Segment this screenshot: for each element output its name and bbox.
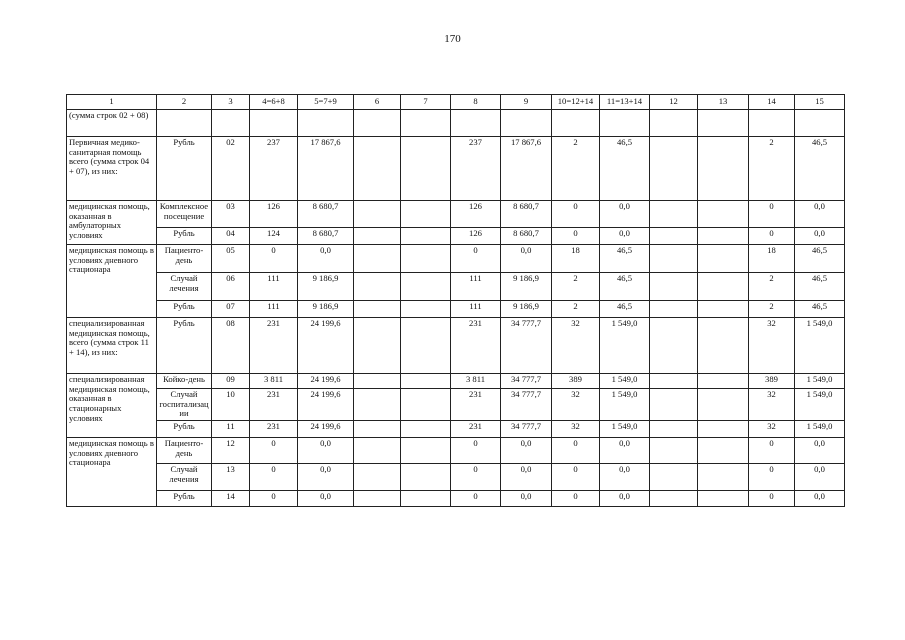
value-cell-col-15: 1 549,0 [795, 374, 845, 389]
value-cell-col-10: 389 [552, 374, 600, 389]
value-cell-col-5: 24 199,6 [298, 318, 354, 374]
value-cell-col-12 [650, 318, 698, 374]
value-cell-col-14: 2 [749, 301, 795, 318]
unit-cell: Пациенто-день [157, 245, 212, 273]
value-cell-col-12 [650, 420, 698, 437]
value-cell-col-9: 9 186,9 [501, 273, 552, 301]
value-cell-col-15: 0,0 [795, 228, 845, 245]
value-cell-col-9: 17 867,6 [501, 137, 552, 201]
value-cell-col-5: 0,0 [298, 437, 354, 463]
table-row [67, 420, 845, 437]
row-code-cell: 03 [212, 201, 250, 228]
value-cell-col-10: 32 [552, 318, 600, 374]
data-table [66, 94, 845, 507]
value-cell-col-6 [354, 301, 401, 318]
value-cell-col-11: 0,0 [600, 201, 650, 228]
unit-cell: Койко-день [157, 374, 212, 389]
value-cell-col-14: 32 [749, 318, 795, 374]
value-cell-col-8: 0 [451, 490, 501, 506]
value-cell-col-14: 0 [749, 228, 795, 245]
header-cell: 14 [749, 95, 795, 110]
value-cell-col-6 [354, 273, 401, 301]
table-row [67, 245, 845, 273]
value-cell-col-14: 2 [749, 273, 795, 301]
value-cell-col-10: 32 [552, 420, 600, 437]
header-cell: 12 [650, 95, 698, 110]
value-cell-col-12 [650, 389, 698, 421]
row-code-cell: 08 [212, 318, 250, 374]
value-cell-col-11: 0,0 [600, 437, 650, 463]
value-cell-col-15: 0,0 [795, 437, 845, 463]
table-row [67, 201, 845, 228]
value-cell-col-9: 0,0 [501, 437, 552, 463]
row-code-cell: 09 [212, 374, 250, 389]
header-cell: 5=7+9 [298, 95, 354, 110]
value-cell-col-7 [401, 110, 451, 137]
value-cell-col-8: 111 [451, 301, 501, 318]
row-name-cell: медицинская помощь в условиях дневного стационара [67, 437, 157, 506]
table-row [67, 228, 845, 245]
value-cell-col-9: 34 777,7 [501, 389, 552, 421]
unit-cell: Рубль [157, 228, 212, 245]
header-cell: 11=13+14 [600, 95, 650, 110]
header-cell: 13 [698, 95, 749, 110]
value-cell-col-11: 1 549,0 [600, 389, 650, 421]
value-cell-col-6 [354, 318, 401, 374]
row-code-cell: 10 [212, 389, 250, 421]
table-row [67, 437, 845, 463]
value-cell-col-4: 0 [250, 245, 298, 273]
value-cell-col-6 [354, 374, 401, 389]
header-cell: 6 [354, 95, 401, 110]
value-cell-col-14: 0 [749, 437, 795, 463]
value-cell-col-15: 0,0 [795, 490, 845, 506]
value-cell-col-15: 1 549,0 [795, 389, 845, 421]
value-cell-col-11: 46,5 [600, 301, 650, 318]
row-name-cell: медицинская помощь, оказанная в амбулаторных условиях [67, 201, 157, 245]
unit-cell: Случай лечения [157, 273, 212, 301]
value-cell-col-9: 34 777,7 [501, 420, 552, 437]
value-cell-col-4: 0 [250, 490, 298, 506]
value-cell-col-15: 46,5 [795, 137, 845, 201]
row-code-cell: 12 [212, 437, 250, 463]
value-cell-col-8: 231 [451, 420, 501, 437]
value-cell-col-4: 126 [250, 201, 298, 228]
value-cell-col-11: 1 549,0 [600, 374, 650, 389]
value-cell-col-8: 126 [451, 201, 501, 228]
value-cell-col-7 [401, 273, 451, 301]
header-row [67, 95, 845, 110]
value-cell-col-14: 32 [749, 389, 795, 421]
header-cell: 2 [157, 95, 212, 110]
value-cell-col-4: 231 [250, 389, 298, 421]
table-row [67, 463, 845, 490]
value-cell-col-5 [298, 110, 354, 137]
value-cell-col-7 [401, 420, 451, 437]
value-cell-col-11: 1 549,0 [600, 420, 650, 437]
row-code-cell: 11 [212, 420, 250, 437]
row-code-cell: 05 [212, 245, 250, 273]
value-cell-col-4: 124 [250, 228, 298, 245]
value-cell-col-5: 9 186,9 [298, 273, 354, 301]
unit-cell: Рубль [157, 490, 212, 506]
value-cell-col-5: 9 186,9 [298, 301, 354, 318]
value-cell-col-10: 32 [552, 389, 600, 421]
value-cell-col-11: 0,0 [600, 463, 650, 490]
row-name-cell: (сумма строк 02 + 08) [67, 110, 157, 137]
value-cell-col-12 [650, 437, 698, 463]
value-cell-col-9 [501, 110, 552, 137]
value-cell-col-13 [698, 228, 749, 245]
value-cell-col-11 [600, 110, 650, 137]
value-cell-col-14: 32 [749, 420, 795, 437]
row-name-cell: Первичная медико-санитарная помощь всего (сумма строк 04 + 07), из них: [67, 137, 157, 201]
value-cell-col-8: 237 [451, 137, 501, 201]
value-cell-col-10: 0 [552, 490, 600, 506]
value-cell-col-9: 8 680,7 [501, 228, 552, 245]
value-cell-col-5: 8 680,7 [298, 228, 354, 245]
value-cell-col-11: 46,5 [600, 273, 650, 301]
unit-cell: Случай лечения [157, 463, 212, 490]
row-code-cell: 07 [212, 301, 250, 318]
value-cell-col-13 [698, 437, 749, 463]
value-cell-col-7 [401, 137, 451, 201]
value-cell-col-9: 34 777,7 [501, 318, 552, 374]
value-cell-col-6 [354, 437, 401, 463]
value-cell-col-7 [401, 463, 451, 490]
value-cell-col-6 [354, 463, 401, 490]
value-cell-col-9: 9 186,9 [501, 301, 552, 318]
unit-cell [157, 110, 212, 137]
value-cell-col-5: 8 680,7 [298, 201, 354, 228]
value-cell-col-7 [401, 389, 451, 421]
value-cell-col-10: 0 [552, 228, 600, 245]
value-cell-col-10: 0 [552, 437, 600, 463]
table-row [67, 318, 845, 374]
value-cell-col-4: 0 [250, 463, 298, 490]
value-cell-col-13 [698, 110, 749, 137]
header-cell: 7 [401, 95, 451, 110]
value-cell-col-11: 46,5 [600, 137, 650, 201]
table-row [67, 374, 845, 389]
value-cell-col-13 [698, 137, 749, 201]
value-cell-col-5: 24 199,6 [298, 420, 354, 437]
value-cell-col-5: 0,0 [298, 245, 354, 273]
value-cell-col-9: 8 680,7 [501, 201, 552, 228]
value-cell-col-14: 2 [749, 137, 795, 201]
header-cell: 10=12+14 [552, 95, 600, 110]
value-cell-col-7 [401, 245, 451, 273]
value-cell-col-8: 0 [451, 245, 501, 273]
value-cell-col-4: 231 [250, 420, 298, 437]
value-cell-col-15: 46,5 [795, 245, 845, 273]
value-cell-col-11: 0,0 [600, 228, 650, 245]
unit-cell: Комплексное посещение [157, 201, 212, 228]
value-cell-col-7 [401, 437, 451, 463]
value-cell-col-13 [698, 420, 749, 437]
value-cell-col-15: 1 549,0 [795, 318, 845, 374]
value-cell-col-12 [650, 201, 698, 228]
value-cell-col-15: 1 549,0 [795, 420, 845, 437]
value-cell-col-13 [698, 201, 749, 228]
value-cell-col-4: 237 [250, 137, 298, 201]
table-row [67, 110, 845, 137]
value-cell-col-12 [650, 245, 698, 273]
value-cell-col-8: 111 [451, 273, 501, 301]
value-cell-col-8: 231 [451, 318, 501, 374]
value-cell-col-8: 0 [451, 463, 501, 490]
value-cell-col-15 [795, 110, 845, 137]
value-cell-col-13 [698, 245, 749, 273]
header-cell: 4=6+8 [250, 95, 298, 110]
value-cell-col-14: 0 [749, 463, 795, 490]
value-cell-col-9: 34 777,7 [501, 374, 552, 389]
value-cell-col-15: 46,5 [795, 301, 845, 318]
unit-cell: Пациенто-день [157, 437, 212, 463]
value-cell-col-6 [354, 389, 401, 421]
page-number: 170 [444, 33, 461, 45]
row-code-cell: 13 [212, 463, 250, 490]
table-row [67, 389, 845, 421]
value-cell-col-14: 18 [749, 245, 795, 273]
value-cell-col-8: 0 [451, 437, 501, 463]
value-cell-col-14: 0 [749, 201, 795, 228]
value-cell-col-11: 0,0 [600, 490, 650, 506]
value-cell-col-7 [401, 374, 451, 389]
unit-cell: Рубль [157, 318, 212, 374]
value-cell-col-5: 24 199,6 [298, 374, 354, 389]
value-cell-col-9: 0,0 [501, 463, 552, 490]
value-cell-col-12 [650, 301, 698, 318]
value-cell-col-6 [354, 420, 401, 437]
value-cell-col-5: 17 867,6 [298, 137, 354, 201]
value-cell-col-15: 0,0 [795, 463, 845, 490]
row-name-cell: медицинская помощь в условиях дневного стационара [67, 245, 157, 318]
value-cell-col-13 [698, 273, 749, 301]
value-cell-col-6 [354, 137, 401, 201]
value-cell-col-7 [401, 301, 451, 318]
value-cell-col-10: 2 [552, 137, 600, 201]
value-cell-col-4: 111 [250, 301, 298, 318]
value-cell-col-14: 389 [749, 374, 795, 389]
value-cell-col-4: 3 811 [250, 374, 298, 389]
value-cell-col-8 [451, 110, 501, 137]
value-cell-col-5: 0,0 [298, 490, 354, 506]
row-code-cell: 06 [212, 273, 250, 301]
value-cell-col-4: 111 [250, 273, 298, 301]
value-cell-col-14: 0 [749, 490, 795, 506]
table-row [67, 490, 845, 506]
value-cell-col-6 [354, 228, 401, 245]
header-cell: 15 [795, 95, 845, 110]
table-body [67, 95, 845, 507]
value-cell-col-10 [552, 110, 600, 137]
row-name-cell: специализированная медицинская помощь, всего (сумма строк 11 + 14), из них: [67, 318, 157, 374]
value-cell-col-8: 3 811 [451, 374, 501, 389]
value-cell-col-13 [698, 318, 749, 374]
value-cell-col-7 [401, 318, 451, 374]
value-cell-col-4 [250, 110, 298, 137]
value-cell-col-14 [749, 110, 795, 137]
value-cell-col-10: 18 [552, 245, 600, 273]
unit-cell: Рубль [157, 420, 212, 437]
value-cell-col-6 [354, 201, 401, 228]
value-cell-col-6 [354, 490, 401, 506]
value-cell-col-12 [650, 228, 698, 245]
value-cell-col-4: 0 [250, 437, 298, 463]
header-cell: 8 [451, 95, 501, 110]
value-cell-col-7 [401, 228, 451, 245]
row-name-cell: специализированная медицинская помощь, оказанная в стационарных условиях [67, 374, 157, 438]
row-code-cell [212, 110, 250, 137]
value-cell-col-11: 1 549,0 [600, 318, 650, 374]
value-cell-col-13 [698, 389, 749, 421]
value-cell-col-5: 24 199,6 [298, 389, 354, 421]
value-cell-col-12 [650, 374, 698, 389]
row-code-cell: 04 [212, 228, 250, 245]
table-row [67, 137, 845, 201]
value-cell-col-8: 126 [451, 228, 501, 245]
value-cell-col-12 [650, 137, 698, 201]
value-cell-col-13 [698, 490, 749, 506]
value-cell-col-5: 0,0 [298, 463, 354, 490]
value-cell-col-12 [650, 463, 698, 490]
header-cell: 3 [212, 95, 250, 110]
value-cell-col-13 [698, 374, 749, 389]
value-cell-col-10: 2 [552, 301, 600, 318]
value-cell-col-10: 0 [552, 463, 600, 490]
table-row [67, 273, 845, 301]
row-code-cell: 14 [212, 490, 250, 506]
value-cell-col-12 [650, 110, 698, 137]
table-row [67, 301, 845, 318]
value-cell-col-12 [650, 490, 698, 506]
value-cell-col-7 [401, 201, 451, 228]
value-cell-col-4: 231 [250, 318, 298, 374]
header-cell: 1 [67, 95, 157, 110]
value-cell-col-6 [354, 110, 401, 137]
value-cell-col-8: 231 [451, 389, 501, 421]
value-cell-col-10: 0 [552, 201, 600, 228]
value-cell-col-13 [698, 301, 749, 318]
value-cell-col-7 [401, 490, 451, 506]
value-cell-col-12 [650, 273, 698, 301]
value-cell-col-9: 0,0 [501, 490, 552, 506]
unit-cell: Рубль [157, 301, 212, 318]
value-cell-col-11: 46,5 [600, 245, 650, 273]
row-code-cell: 02 [212, 137, 250, 201]
value-cell-col-6 [354, 245, 401, 273]
value-cell-col-15: 46,5 [795, 273, 845, 301]
value-cell-col-15: 0,0 [795, 201, 845, 228]
value-cell-col-9: 0,0 [501, 245, 552, 273]
header-cell: 9 [501, 95, 552, 110]
unit-cell: Рубль [157, 137, 212, 201]
value-cell-col-13 [698, 463, 749, 490]
unit-cell: Случай госпитализации [157, 389, 212, 421]
value-cell-col-10: 2 [552, 273, 600, 301]
